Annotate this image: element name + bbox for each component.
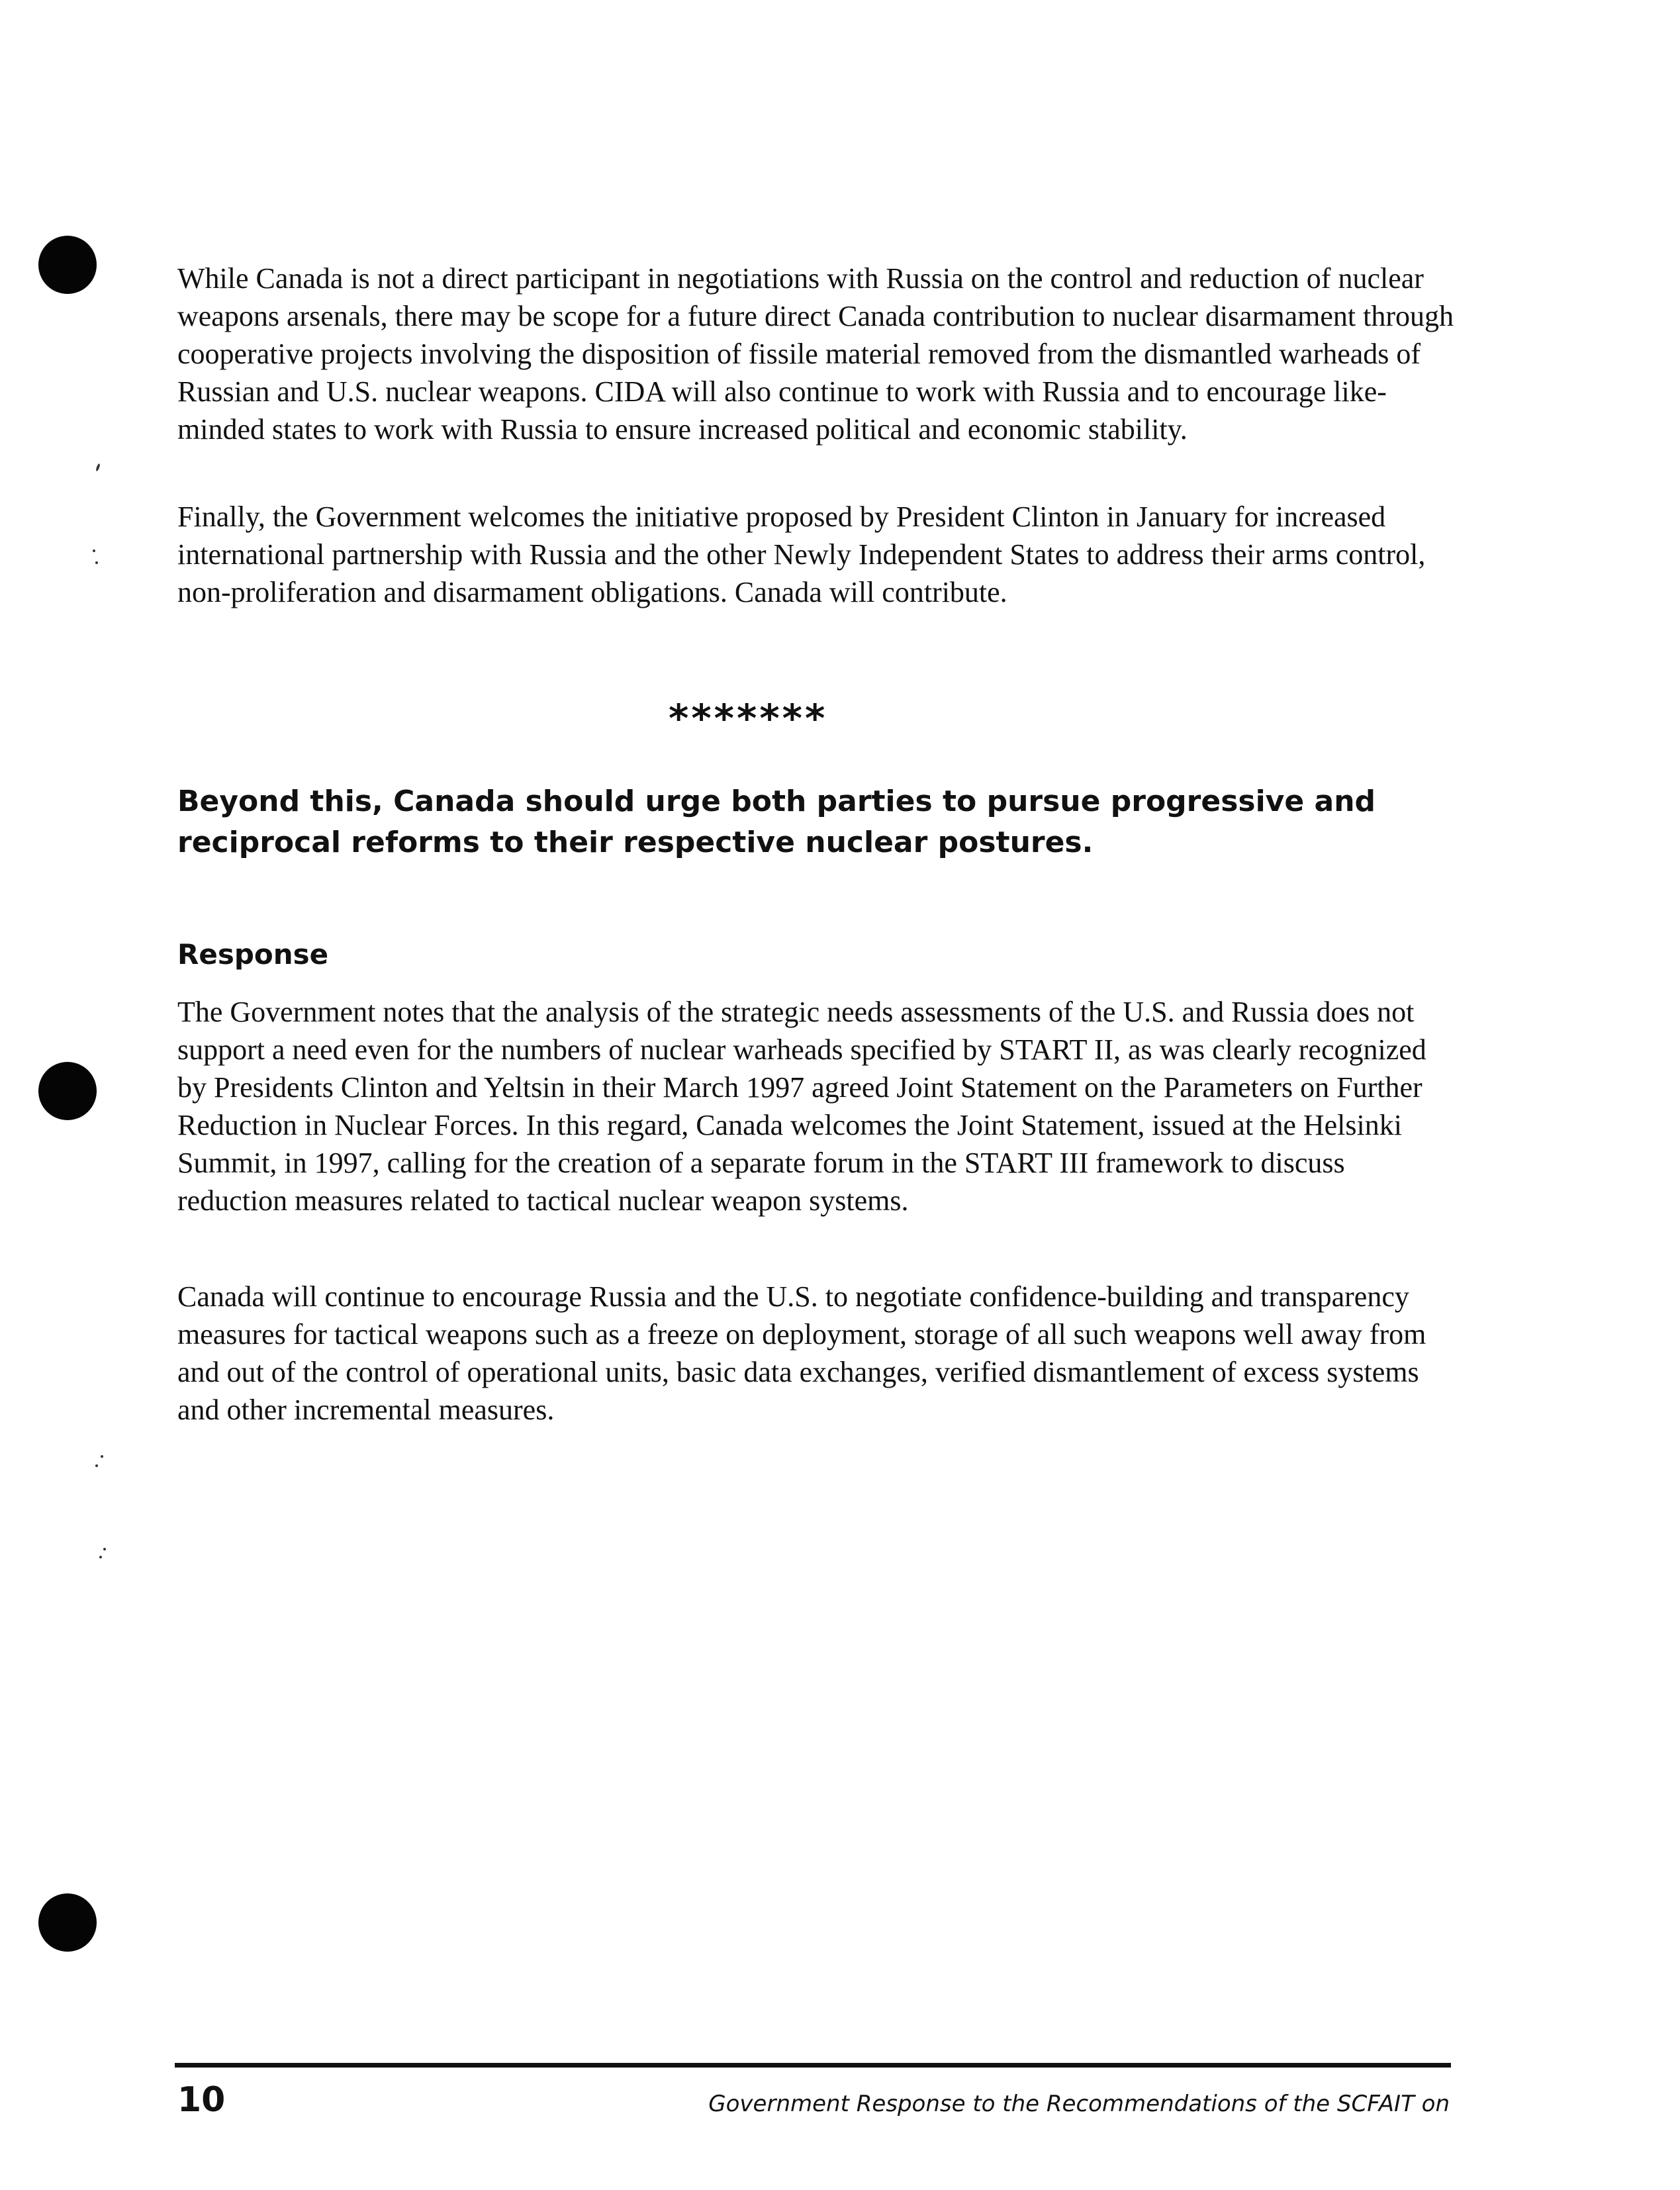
body-paragraph: While Canada is not a direct participant in negotiations with Russia on the control and reduction of nuclear weapons arsenals, there may be scope for a future direct Canada contribution to nuclear disarmament through cooperative projects involving the disposition of fissile material removed from the dismantled warheads of Russian and U.S. nuclear weapons. CIDA will also continue to work with Russia and to encourage like-minded states to work with Russia to ensure increased political and economic stability. (177, 262, 1454, 446)
body-paragraph: Canada will continue to encourage Russia and the U.S. to negotiate confidence-building and transparency measures for tactical weapons such as a freeze on deployment, storage of all such weapons well away from and out of the control of operational units, basic data exchanges, verified dismantlement of excess systems and other incremental measures. (177, 1280, 1426, 1426)
response-heading: Response (177, 938, 329, 971)
binder-hole-top (38, 236, 97, 294)
scan-speck (101, 1455, 103, 1458)
scan-speck (95, 463, 101, 472)
scan-speck (103, 1548, 106, 1550)
scan-speck (95, 1464, 98, 1467)
running-footer-title: Government Response to the Recommendations of the SCFAIT on (708, 2091, 1450, 2117)
scan-speck (99, 1556, 102, 1558)
section-separator: ******* (669, 696, 828, 741)
binder-hole-bottom (38, 1893, 97, 1952)
body-paragraph: The Government notes that the analysis of the strategic needs assessments of the U.S. and Russia does not support a need even for the numbers of nuclear warheads specified by START II, as was clearly recognized by Presidents Clinton and Yeltsin in their March 1997 agreed Joint Statement on the Parameters on Further Reduction in Nuclear Forces. In this regard, Canada welcomes the Joint Statement, issued at the Helsinki Summit, in 1997, calling for the creation of a separate forum in the START III framework to discuss reduction measures related to tactical nuclear weapon systems. (177, 996, 1426, 1217)
scan-speck (95, 561, 98, 564)
body-paragraph: Finally, the Government welcomes the initiative proposed by President Clinton in January for increased international partnership with Russia and the other Newly Independent States to address their arms control, non-proliferation and disarmament obligations. Canada will contribute. (177, 500, 1426, 608)
page-number: 10 (177, 2080, 226, 2120)
recommendation-text: Beyond this, Canada should urge both parties to pursue progressive and reciprocal reforms to their respective nuclear postures. (177, 785, 1376, 859)
footer-rule (175, 2063, 1451, 2068)
scan-speck (93, 549, 95, 552)
binder-hole-middle (38, 1062, 97, 1120)
